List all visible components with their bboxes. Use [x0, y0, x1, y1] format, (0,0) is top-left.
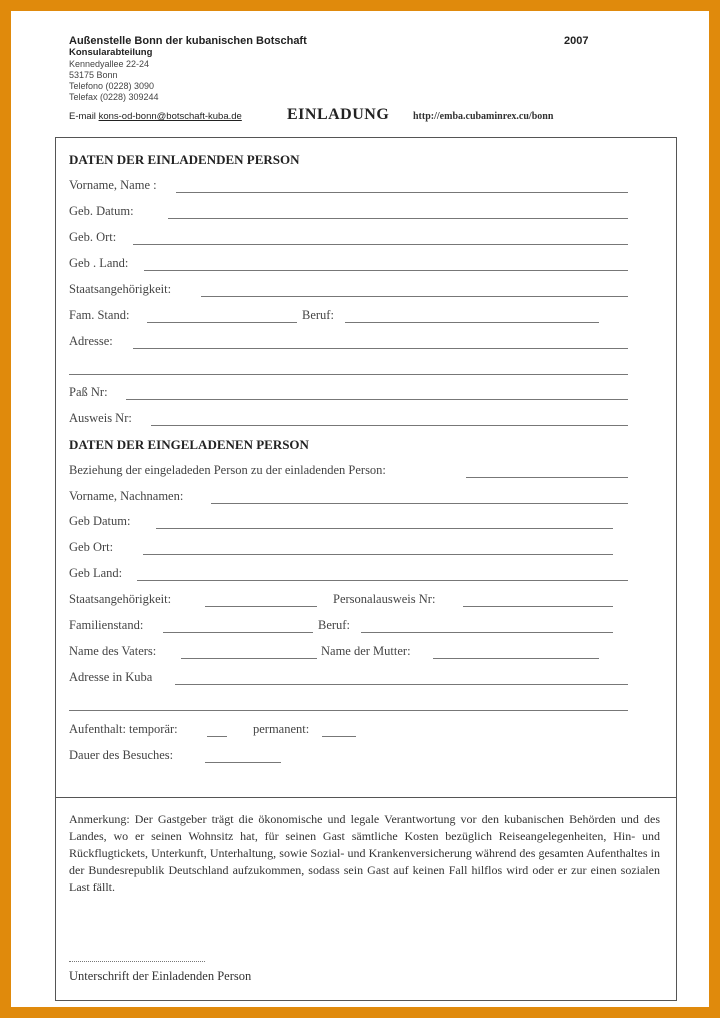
- label-staatsangehoerigkeit: Staatsangehörigkeit:: [69, 282, 172, 296]
- label-beziehung: Beziehung der eingeladeden Person zu der einladenden Person:: [69, 463, 386, 477]
- label-invitee-vorname: Vorname, Nachnamen:: [69, 489, 184, 503]
- section-invitee-heading: DATEN DER EINGELADENEN PERSON: [69, 437, 309, 452]
- address-city: 53175 Bonn: [69, 70, 118, 80]
- section-inviter-heading: DATEN DER EINLADENDEN PERSON: [69, 152, 300, 167]
- email-prefix: E-mail: [69, 111, 96, 122]
- label-personalausweis: Personalausweis Nr:: [333, 592, 436, 606]
- label-fam-stand: Fam. Stand:: [69, 308, 130, 322]
- label-invitee-staatsangehoerigkeit: Staatsangehörigkeit:: [69, 592, 172, 606]
- label-adresse: Adresse:: [69, 334, 113, 348]
- label-pass-nr: Paß Nr:: [69, 385, 108, 399]
- form-year: 2007: [564, 35, 589, 47]
- label-geb-ort: Geb. Ort:: [69, 230, 117, 244]
- label-vorname-name: Vorname, Name :: [69, 178, 157, 192]
- label-name-mutter: Name der Mutter:: [321, 644, 411, 658]
- field-dauer[interactable]: [205, 762, 281, 763]
- website-link[interactable]: http://emba.cubaminrex.cu/bonn: [413, 111, 554, 122]
- address-street: Kennedyallee 22-24: [69, 59, 150, 69]
- fax: Telefax (0228) 309244: [69, 92, 159, 102]
- label-name-vater: Name des Vaters:: [69, 644, 157, 658]
- legal-note: Anmerkung: Der Gastgeber trägt die ökonomische und legale Verantwortung vor den kubanischen Behörden und des Landes, wo er seinen Wohnsitz hat, für seinen Gast sämtliche Kosten bezüglich Reiseangelegenheiten, Hin- und Rückflugtickets, Unterkunft, Unterhaltung, sowie Sozial- und Krankenversicherung während des gesamten Aufenthaltes in der Bundesrepublik Deutschland aufzukommen, sodass sein Gast auf keinen Fall hilflos wird oder er zur einen sozialen Last fällt.: [69, 812, 660, 894]
- email-link[interactable]: kons-od-bonn@botschaft-kuba.de: [98, 111, 242, 122]
- label-invitee-beruf: Beruf:: [318, 618, 350, 632]
- field-permanent[interactable]: [322, 736, 356, 737]
- signature-line[interactable]: [69, 961, 205, 962]
- label-aufenthalt-temporaer: Aufenthalt: temporär:: [69, 722, 178, 736]
- label-invitee-geb-datum: Geb Datum:: [69, 514, 131, 528]
- embassy-name: Außenstelle Bonn der kubanischen Botschaft: [69, 35, 307, 47]
- form-page: [11, 11, 709, 1007]
- field-pass-nr[interactable]: [126, 399, 628, 400]
- field-invitee-staatsangehoerigkeit[interactable]: [205, 606, 317, 607]
- email-line: [69, 111, 242, 122]
- field-invitee-vorname[interactable]: [211, 503, 628, 504]
- field-fam-stand[interactable]: [147, 322, 297, 323]
- field-geb-datum[interactable]: [168, 218, 628, 219]
- field-geb-ort[interactable]: [133, 244, 628, 245]
- field-invitee-geb-land[interactable]: [137, 580, 628, 581]
- phone: Telefono (0228) 3090: [69, 81, 155, 91]
- field-familienstand[interactable]: [163, 632, 313, 633]
- field-adresse-kuba-line2[interactable]: [69, 710, 628, 711]
- department: Konsularabteilung: [69, 47, 153, 58]
- field-beziehung[interactable]: [466, 477, 628, 478]
- field-adresse-kuba[interactable]: [175, 684, 628, 685]
- signature-label: Unterschrift der Einladenden Person: [69, 969, 252, 983]
- field-staatsangehoerigkeit[interactable]: [201, 296, 628, 297]
- label-geb-land: Geb . Land:: [69, 256, 129, 270]
- form-title: EINLADUNG: [287, 106, 390, 123]
- field-ausweis-nr[interactable]: [151, 425, 628, 426]
- label-ausweis-nr: Ausweis Nr:: [69, 411, 132, 425]
- label-adresse-kuba: Adresse in Kuba: [69, 670, 153, 684]
- field-name-mutter[interactable]: [433, 658, 599, 659]
- field-geb-land[interactable]: [144, 270, 628, 271]
- label-beruf: Beruf:: [302, 308, 334, 322]
- note-divider: [55, 797, 676, 798]
- field-adresse-line2[interactable]: [69, 374, 628, 375]
- field-adresse[interactable]: [133, 348, 628, 349]
- field-invitee-geb-datum[interactable]: [156, 528, 613, 529]
- label-familienstand: Familienstand:: [69, 618, 144, 632]
- label-permanent: permanent:: [253, 722, 310, 736]
- label-invitee-geb-land: Geb Land:: [69, 566, 123, 580]
- label-dauer: Dauer des Besuches:: [69, 748, 174, 762]
- field-name-vater[interactable]: [181, 658, 317, 659]
- field-aufenthalt-temporaer[interactable]: [207, 736, 227, 737]
- field-vorname-name[interactable]: [176, 192, 628, 193]
- label-geb-datum: Geb. Datum:: [69, 204, 134, 218]
- field-invitee-geb-ort[interactable]: [143, 554, 613, 555]
- field-beruf[interactable]: [345, 322, 599, 323]
- field-personalausweis[interactable]: [463, 606, 613, 607]
- label-invitee-geb-ort: Geb Ort:: [69, 540, 114, 554]
- field-invitee-beruf[interactable]: [361, 632, 613, 633]
